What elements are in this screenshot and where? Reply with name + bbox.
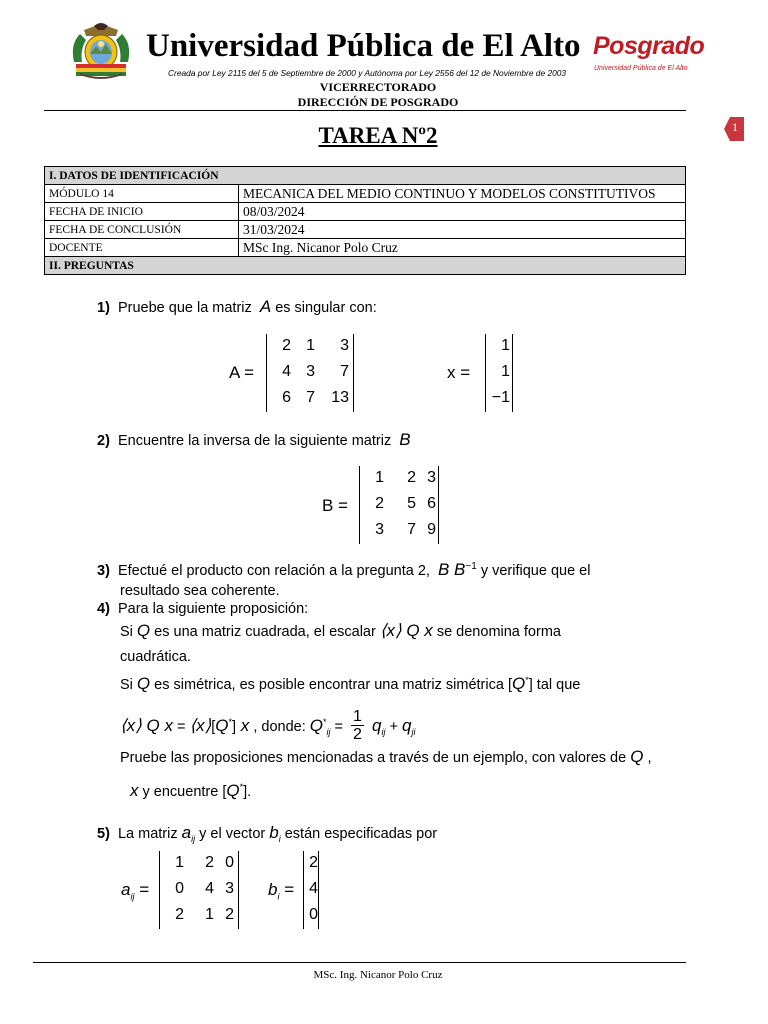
matrix-b [359, 466, 439, 544]
math-variable: B [399, 430, 411, 449]
matrix-cell: 0 [225, 854, 234, 871]
q4-line-4 [120, 670, 580, 695]
row-value: 08/03/2024 [239, 203, 686, 221]
text-run: = [172, 719, 190, 736]
math-variable: Q [630, 747, 644, 766]
vector-bi [303, 851, 319, 929]
matrix-cell: 6 [282, 389, 291, 406]
header-divider [44, 110, 686, 111]
matrix-cell: 13 [331, 389, 349, 406]
question-5 [97, 823, 437, 849]
math-variable: ⟨x⟩ [120, 716, 142, 736]
math-subscript: ij [381, 727, 386, 738]
math-variable: Q [401, 621, 420, 640]
vector-x [485, 334, 513, 412]
matrix-cell: 4 [282, 363, 291, 380]
identification-table [44, 166, 686, 275]
math-variable: ⟨x⟩ [189, 716, 212, 736]
question-text: resultado sea coherente. [120, 583, 280, 599]
matrix-cell: 1 [501, 363, 510, 380]
university-crest-icon [70, 22, 132, 80]
math-variable: q [401, 716, 412, 736]
q4-line-6 [120, 747, 652, 768]
text-run: [ [507, 676, 512, 693]
text-run: Si [120, 624, 137, 640]
row-label: DOCENTE [45, 239, 239, 257]
math-variable: x [159, 716, 173, 736]
page-title: TAREA Nº2 [318, 123, 438, 148]
question-text: Encuentre la inversa de la siguiente matriz [117, 433, 392, 449]
row-label: MÓDULO 14 [45, 185, 239, 203]
matrix-cell: 2 [205, 854, 214, 871]
math-variable: Q [141, 716, 160, 736]
matrix-cell: 2 [175, 906, 184, 923]
math-superscript: * [323, 717, 327, 728]
matrix-cell: 3 [225, 880, 234, 897]
section-questions: II. PREGUNTAS [45, 257, 686, 275]
text-run: ] [528, 676, 533, 693]
section-header [45, 257, 686, 275]
text-run: ] [232, 719, 237, 736]
section-identification: I. DATOS DE IDENTIFICACIÓN [45, 167, 686, 185]
q4-line-2 [120, 621, 561, 642]
question-number: 4) [97, 601, 110, 617]
math-variable: Q [136, 673, 151, 693]
matrix-cell: 4 [205, 880, 214, 897]
row-value: 31/03/2024 [239, 221, 686, 239]
page-badge-number: 1 [732, 120, 738, 134]
math-variable: ⟨x⟩ [379, 621, 402, 640]
footer-divider [33, 962, 686, 963]
matrix-cell: 3 [340, 337, 349, 354]
math-variable: x [419, 621, 433, 640]
question-number: 1) [97, 300, 110, 316]
text-run: , [643, 750, 652, 766]
text-run: Si [120, 676, 137, 693]
text-run: es una matriz cuadrada, el escalar [150, 624, 380, 640]
math-variable: b [268, 880, 278, 899]
text-run: Pruebe las proposiciones mencionadas a través de un ejemplo, con valores de [120, 750, 631, 766]
math-superscript: * [239, 782, 244, 792]
fraction [351, 708, 364, 743]
math-variable: x [236, 716, 250, 736]
matrix-cell: 2 [407, 469, 416, 486]
question-1 [97, 297, 377, 318]
math-superscript: −1 [465, 561, 477, 572]
matrix-cell: 5 [407, 495, 416, 512]
vicerrectorado-heading: VICERRECTORADO [319, 80, 437, 94]
question-text: Efectué el producto con relación a la pregunta 2, [117, 562, 430, 579]
math-equals: = [279, 880, 295, 899]
matrix-cell: 3 [427, 469, 436, 486]
matrix-cell: 2 [225, 906, 234, 923]
matrix-cell: 4 [309, 880, 318, 897]
row-label: FECHA DE CONCLUSIÓN [45, 221, 239, 239]
table-row [45, 239, 686, 257]
math-subscript: ij [130, 891, 135, 902]
matrix-cell: 3 [306, 363, 315, 380]
q4-line-7 [130, 777, 251, 802]
question-number: 2) [97, 433, 110, 449]
text-run: = [330, 719, 348, 736]
question-number: 3) [97, 562, 110, 579]
question-number: 5) [97, 826, 110, 842]
matrix-cell: 1 [175, 854, 184, 871]
math-variable: A [259, 297, 272, 316]
matrix-cell: 0 [175, 880, 184, 897]
math-variable: Q [136, 621, 151, 640]
q4-line-3: cuadrática. [120, 649, 191, 665]
university-name: Universidad Pública de El Alto [146, 28, 581, 64]
text-run: es simétrica, es posible encontrar una matriz simétrica [150, 676, 508, 693]
math-variable: b [269, 823, 279, 842]
matrix-cell: 3 [375, 521, 384, 538]
posgrado-logo-subtext: Universidad Pública de El Alto [594, 65, 688, 72]
text-run: + [385, 719, 402, 736]
text-run: . [247, 783, 252, 800]
matrix-a-label: A = [229, 363, 255, 382]
vector-x-label: x = [447, 363, 471, 382]
direccion-heading: DIRECCIÓN DE POSGRADO [297, 95, 459, 109]
matrix-cell: 7 [340, 363, 349, 380]
q4-formula [120, 710, 415, 745]
question-text: Pruebe que la matriz [117, 300, 252, 316]
fraction-numerator: 1 [353, 708, 362, 725]
creation-note: Creada por Ley 2115 del 5 de Septiembre de 2000 y Autónoma por Ley 2556 del 12 de Noviembre de 2003 [168, 68, 567, 78]
q4-formula-left [120, 716, 348, 738]
text-run: , donde: [249, 719, 310, 736]
question-text: Para la siguiente proposición: [117, 601, 309, 617]
matrix-cell: 1 [501, 337, 510, 354]
table-row [45, 185, 686, 203]
math-variable: x [130, 780, 139, 800]
math-variable: q [371, 716, 382, 736]
row-value: MECANICA DEL MEDIO CONTINUO Y MODELOS CONSTITUTIVOS [239, 185, 686, 203]
matrix-cell: 1 [306, 337, 315, 354]
matrix-b-label: B = [322, 496, 348, 515]
math-variable: Q [512, 673, 526, 693]
section-header [45, 167, 686, 185]
text-run: [ [211, 719, 216, 736]
table-row [45, 203, 686, 221]
q4-formula-right [371, 716, 416, 738]
text-run: y el vector [195, 826, 270, 842]
question-text [117, 823, 438, 844]
math-variable: Q [226, 780, 240, 800]
matrix-aij [159, 851, 239, 929]
question-4 [97, 599, 308, 619]
matrix-cell: 1 [375, 469, 384, 486]
math-superscript: * [525, 675, 529, 685]
math-subscript: ij [191, 833, 196, 844]
matrix-a [266, 334, 354, 412]
matrix-cell: 2 [282, 337, 291, 354]
row-value: MSc Ing. Nicanor Polo Cruz [239, 239, 686, 257]
math-subscript: ij [326, 727, 331, 738]
text-run: y encuentre [138, 783, 223, 800]
page-badge[interactable] [724, 115, 746, 143]
text-run: se denomina forma [432, 624, 561, 640]
text-run: tal que [532, 676, 581, 693]
matrix-cell: 7 [407, 521, 416, 538]
matrix-cell: 0 [309, 906, 318, 923]
text-run: La matriz [117, 826, 182, 842]
math-variable: Q [309, 716, 323, 736]
matrix-cell: 6 [427, 495, 436, 512]
matrix-cell: 9 [427, 521, 436, 538]
math-subscript: ji [411, 727, 416, 738]
question-text: y verifique que el [480, 562, 591, 579]
math-superscript: * [228, 717, 233, 728]
text-run: [ [222, 783, 227, 800]
question-text: es singular con: [275, 300, 377, 316]
vector-bi-label [268, 880, 294, 906]
question-2 [97, 430, 411, 451]
question-3 [97, 557, 590, 581]
text-run: están especificadas por [280, 826, 438, 842]
text-run: ] [243, 783, 248, 800]
matrix-aij-label [121, 880, 149, 906]
matrix-cell: 1 [205, 906, 214, 923]
math-variable: Q [215, 716, 229, 736]
math-subscript: i [278, 833, 281, 844]
matrix-cell: 7 [306, 389, 315, 406]
matrix-cell: −1 [491, 389, 510, 406]
math-equals: = [134, 880, 150, 899]
footer-text: MSc. Ing. Nicanor Polo Cruz [313, 969, 443, 981]
matrix-cell: 2 [375, 495, 384, 512]
table-row [45, 221, 686, 239]
posgrado-logo-text: Posgrado [593, 32, 705, 60]
math-variable: a [181, 823, 192, 842]
posgrado-logo [593, 30, 705, 78]
math-subscript: i [277, 891, 280, 902]
math-variable: a [121, 880, 131, 899]
fraction-denominator: 2 [353, 726, 362, 743]
row-label: FECHA DE INICIO [45, 203, 239, 221]
matrix-cell: 2 [309, 854, 318, 871]
math-expression: B B [438, 559, 466, 579]
